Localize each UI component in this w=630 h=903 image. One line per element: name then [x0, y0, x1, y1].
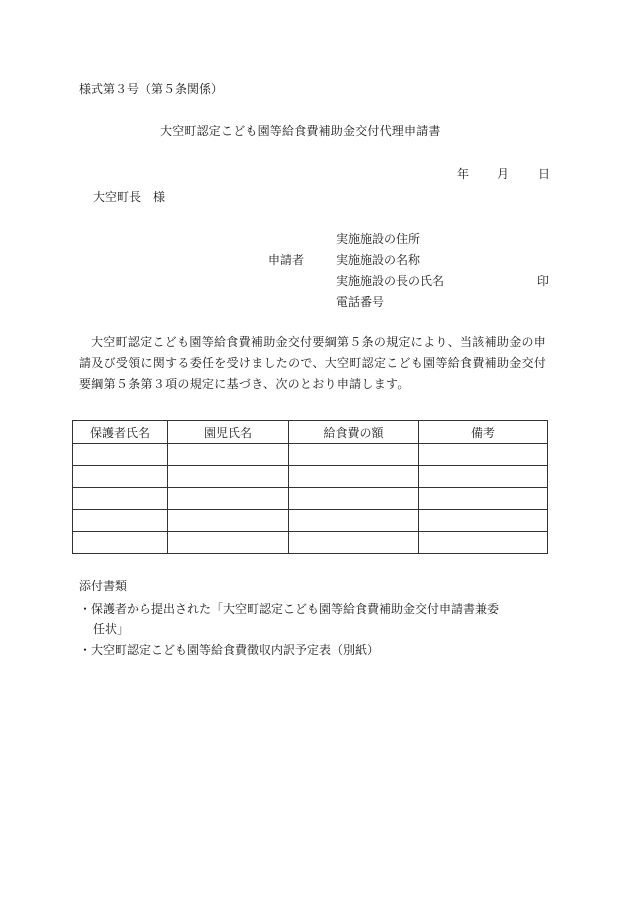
table-cell [419, 466, 548, 488]
table-cell [419, 510, 548, 532]
table-cell [73, 444, 168, 466]
header-meal-fee-amount: 給食費の額 [289, 421, 419, 444]
table-row [73, 488, 548, 510]
table-cell [168, 466, 289, 488]
facility-head-name-label: 実施施設の長の氏名 [336, 274, 445, 288]
attachment-item-1-continued: 任状」 [93, 622, 130, 636]
date-month: 月 [497, 167, 510, 181]
table-cell [168, 510, 289, 532]
attachment-item-2: ・大空町認定こども園等給食費徴収内訳予定表（別紙） [79, 643, 380, 657]
table-header-row [73, 421, 548, 444]
table-cell [168, 532, 289, 554]
phone-number-label: 電話番号 [336, 295, 385, 309]
header-guardian-name: 保護者氏名 [73, 421, 168, 444]
header-child-name: 園児氏名 [168, 421, 289, 444]
applicant-label: 申請者 [268, 253, 305, 267]
header-remarks: 備考 [419, 421, 548, 444]
date-year: 年 [457, 167, 470, 181]
date-day: 日 [538, 167, 551, 181]
form-number-label: 様式第３号（第５条関係） [79, 82, 224, 96]
document-title: 大空町認定こども園等給食費補助金交付代理申請書 [160, 124, 441, 138]
table-cell [168, 488, 289, 510]
table-row [73, 444, 548, 466]
table-cell [168, 444, 289, 466]
table-cell [289, 488, 419, 510]
application-body-text: 大空町認定こども園等給食費補助金交付要綱第５条の規定により、当該補助金の申請及び受領に関する委任を受けましたので、大空町認定こども園等給食費補助金交付要綱第５条第３項の規定に基づき、次のとおり申請します。 [79, 335, 547, 391]
attachments-heading: 添付書類 [79, 579, 128, 593]
table-cell [73, 510, 168, 532]
table-row [73, 532, 548, 554]
table-cell [73, 532, 168, 554]
table-row [73, 466, 548, 488]
table-cell [289, 466, 419, 488]
addressee: 大空町長 様 [93, 190, 166, 204]
table-cell [289, 532, 419, 554]
table-cell [73, 488, 168, 510]
attachment-item-1: ・保護者から提出された「大空町認定こども園等給食費補助金交付申請書兼委 [79, 602, 500, 616]
table-cell [289, 444, 419, 466]
payment-table [72, 420, 548, 554]
facility-name-label: 実施施設の名称 [336, 253, 421, 267]
table-cell [73, 466, 168, 488]
seal-mark: 印 [537, 274, 550, 288]
facility-address-label: 実施施設の住所 [336, 232, 421, 246]
table-row [73, 510, 548, 532]
table-cell [419, 532, 548, 554]
table-cell [419, 444, 548, 466]
table-cell [419, 488, 548, 510]
table-cell [289, 510, 419, 532]
